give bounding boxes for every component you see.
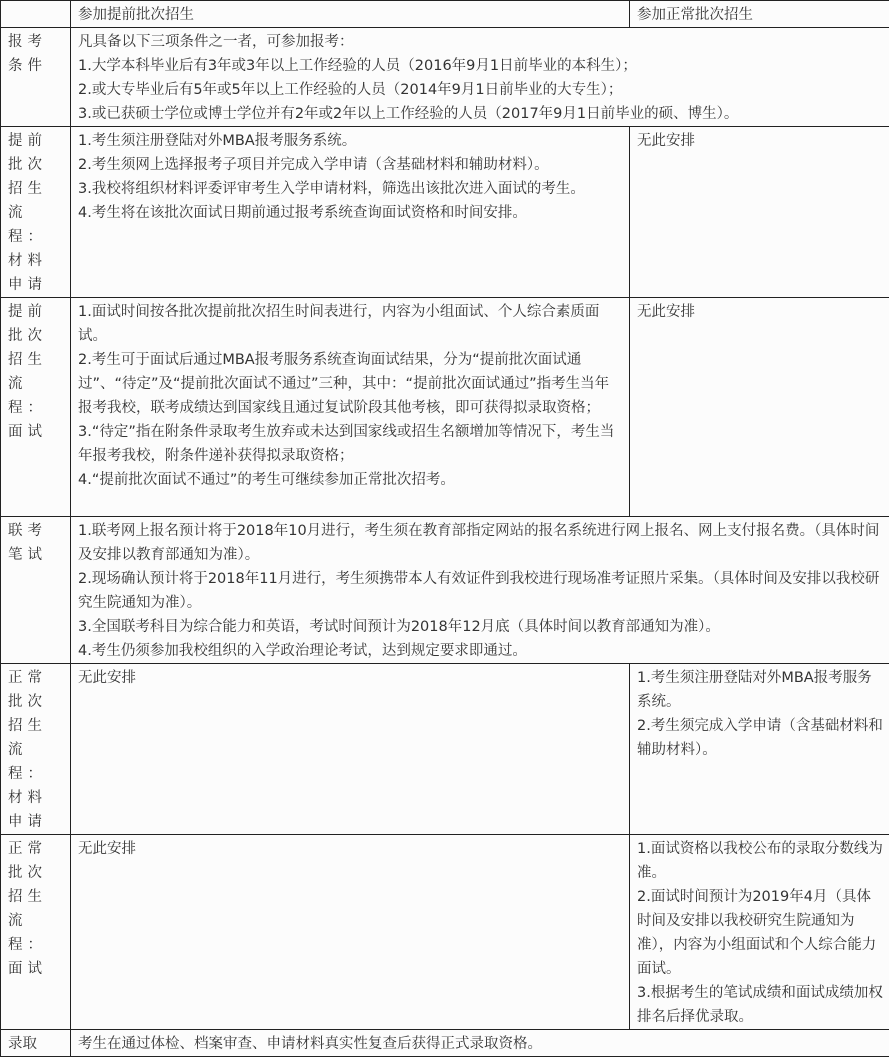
conditions-cell (71, 28, 889, 127)
conditions-intro: 凡具备以下三项条件之一者，可参加报考： (78, 30, 883, 54)
condition-item: 2.或大专毕业后有5年或5年以上工作经验的人员（2014年9月1日前毕业的大专生）； (78, 78, 883, 102)
normal-interview-early-cell: 无此安排 (71, 835, 630, 1030)
exam-item: 4.考生仍须参加我校组织的入学政治理论考试，达到规定要求即通过。 (78, 639, 883, 663)
early-interview-early-cell (71, 298, 630, 517)
exam-item: 1.联考网上报名预计将于2018年10月进行，考生须在教育部指定网站的报名系统进行网上报名、网上支付报名费。（具体时间及安排以教育部通知为准）。 (78, 519, 883, 567)
header-empty-cell (1, 1, 71, 28)
header-early-batch: 参加提前批次招生 (71, 1, 630, 28)
row-label-normal-interview: 正常批次招生流程：面试 (1, 835, 71, 1030)
condition-item: 1.大学本科毕业后有3年或3年以上工作经验的人员（2016年9月1日前毕业的本科生）； (78, 54, 883, 78)
step-item: 2.考生须完成入学申请（含基础材料和辅助材料）。 (637, 714, 883, 762)
admission-cell: 考生在通过体检、档案审查、申请材料真实性复查后获得正式录取资格。 (71, 1030, 889, 1057)
row-early-materials (1, 127, 889, 298)
row-label-admission: 录取 (1, 1030, 71, 1057)
header-row (1, 1, 889, 28)
step-item: 1.面试时间按各批次提前批次招生时间表进行，内容为小组面试、个人综合素质面试。 (78, 300, 623, 348)
row-normal-materials (1, 664, 889, 835)
normal-interview-normal-cell (630, 835, 889, 1030)
step-item: 1.考生须注册登陆对外MBA报考服务系统。 (78, 129, 623, 153)
row-early-interview (1, 298, 889, 517)
row-label-early-materials: 提前批次招生流程：材料申请 (1, 127, 71, 298)
step-item: 2.考生可于面试后通过MBA报考服务系统查询面试结果，分为“提前批次面试通过”、“待定”及“提前批次面试不通过”三种，其中：“提前批次面试通过”指考生当年报考我校，联考成绩达到国家线且通过复试阶段其他考核，即可获得拟录取资格； (78, 348, 623, 420)
row-joint-exam (1, 517, 889, 664)
step-item: 2.面试时间预计为2019年4月（具体时间及安排以我校研究生院通知为准），内容为小组面试和个人综合能力面试。 (637, 885, 883, 981)
normal-materials-normal-cell (630, 664, 889, 835)
condition-item: 3.或已获硕士学位或博士学位并有2年或2年以上工作经验的人员（2017年9月1日前毕业的硕、博生）。 (78, 102, 883, 126)
row-conditions (1, 28, 889, 127)
early-interview-normal-cell: 无此安排 (630, 298, 889, 517)
step-item: 4.考生将在该批次面试日期前通过报考系统查询面试资格和时间安排。 (78, 201, 623, 225)
normal-materials-early-cell: 无此安排 (71, 664, 630, 835)
step-item: 4.“提前批次面试不通过”的考生可继续参加正常批次招考。 (78, 468, 623, 492)
early-materials-early-cell (71, 127, 630, 298)
step-item: 3.“待定”指在附条件录取考生放弃或未达到国家线或招生名额增加等情况下，考生当年报考我校，附条件递补获得拟录取资格； (78, 420, 623, 468)
row-label-early-interview: 提前批次招生流程：面试 (1, 298, 71, 517)
row-label-normal-materials: 正常批次招生流程：材料申请 (1, 664, 71, 835)
row-label-conditions: 报考条件 (1, 28, 71, 127)
row-normal-interview (1, 835, 889, 1030)
row-label-joint-exam: 联考笔试 (1, 517, 71, 664)
exam-item: 3.全国联考科目为综合能力和英语，考试时间预计为2018年12月底（具体时间以教育部通知为准）。 (78, 615, 883, 639)
joint-exam-cell (71, 517, 889, 664)
step-item: 3.根据考生的笔试成绩和面试成绩加权排名后择优录取。 (637, 981, 883, 1029)
row-admission (1, 1030, 889, 1057)
exam-item: 2.现场确认预计将于2018年11月进行，考生须携带本人有效证件到我校进行现场准考证照片采集。（具体时间及安排以我校研究生院通知为准）。 (78, 567, 883, 615)
step-item: 1.面试资格以我校公布的录取分数线为准。 (637, 837, 883, 885)
header-normal-batch: 参加正常批次招生 (630, 1, 889, 28)
early-materials-normal-cell: 无此安排 (630, 127, 889, 298)
step-item: 2.考生须网上选择报考子项目并完成入学申请（含基础材料和辅助材料）。 (78, 153, 623, 177)
step-item: 1.考生须注册登陆对外MBA报考服务系统。 (637, 666, 883, 714)
step-item: 3.我校将组织材料评委评审考生入学申请材料，筛选出该批次进入面试的考生。 (78, 177, 623, 201)
